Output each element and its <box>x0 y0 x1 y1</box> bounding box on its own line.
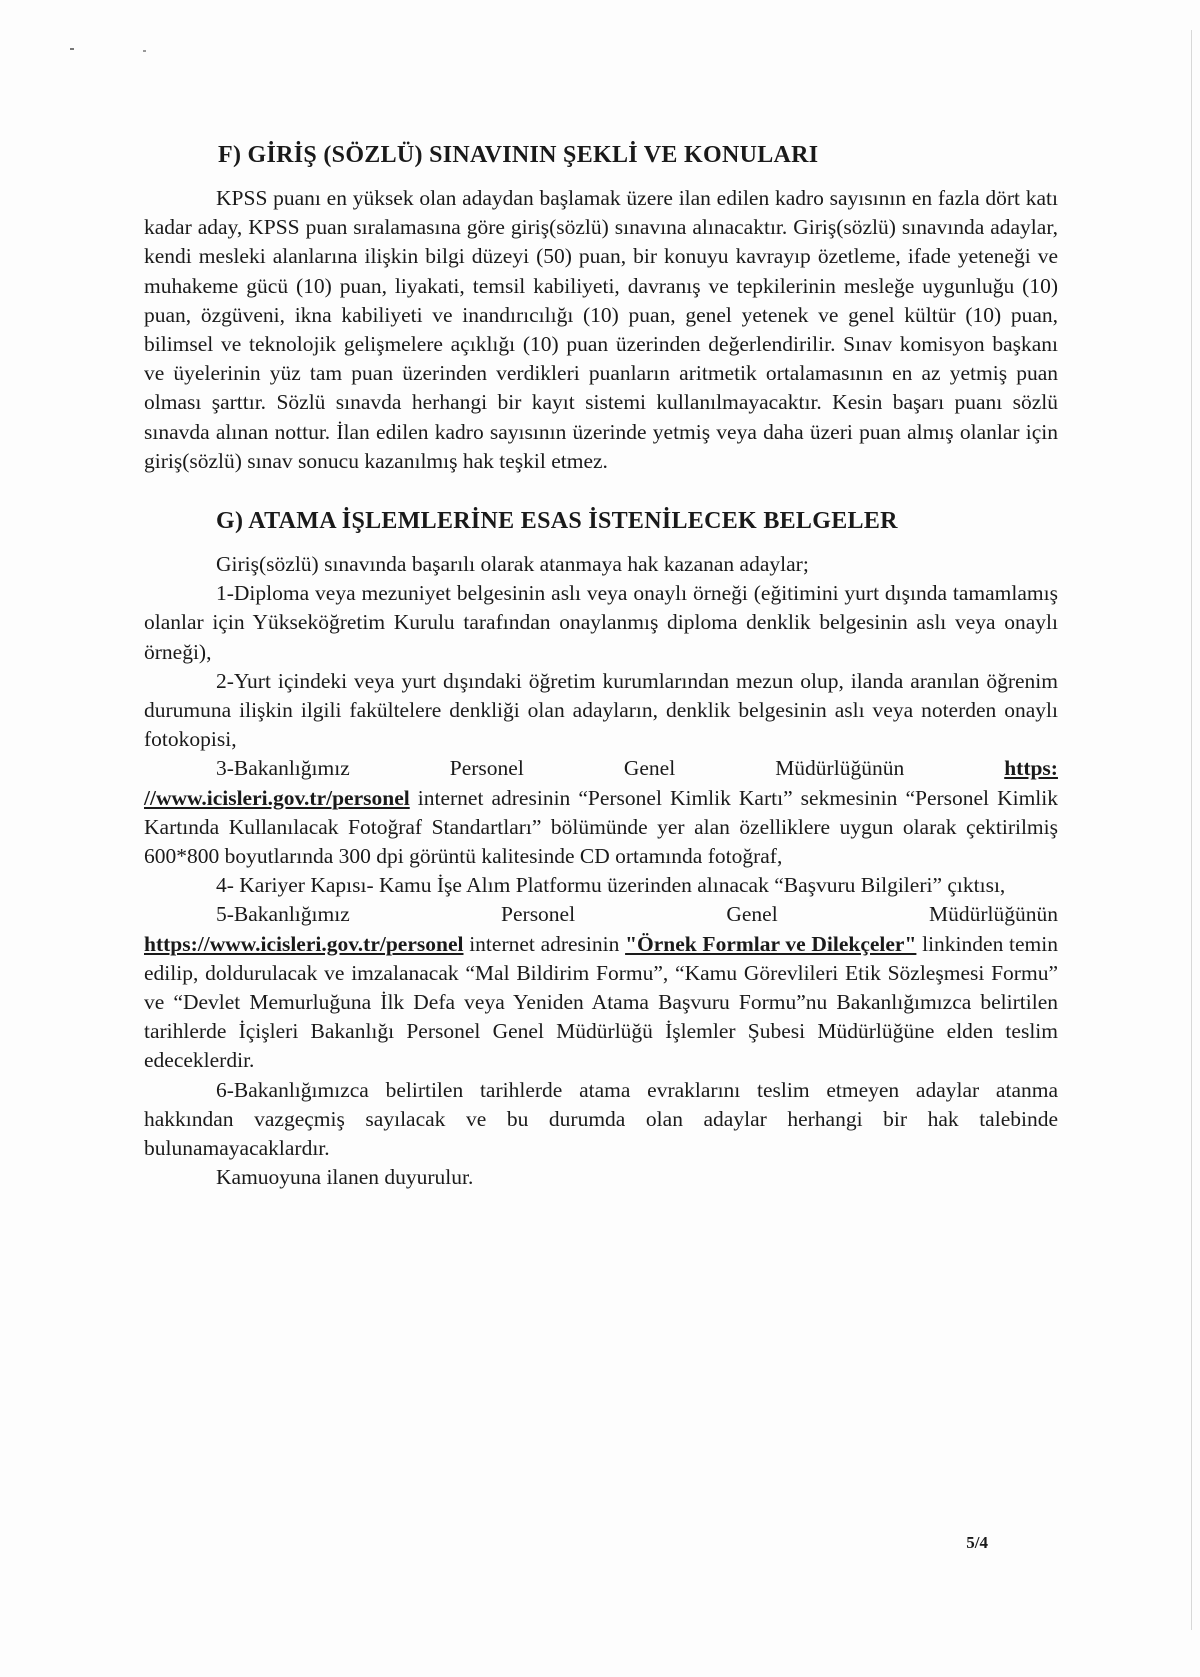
page-number: 5/4 <box>966 1533 988 1552</box>
document-item-1: 1-Diploma veya mezuniyet belgesinin aslı veya onaylı örneği (eğitimini yurt dışında tamamlamış olanlar için Yükseköğretim Kurulu tarafından onaylanmış diploma denklik belgesinin aslı veya onaylı örneği), <box>144 581 1058 664</box>
item-5-word: Müdürlüğünün <box>928 902 1058 927</box>
document-item-2: 2-Yurt içindeki veya yurt dışındaki öğretim kurumlarından mezun olup, ilanda aranılan öğrenim durumuna ilişkin ilgili fakültelere denkliği olan adayların, denklik belgesinin aslı veya noterden onaylı fotokopisi, <box>144 668 1058 752</box>
item-3-word: Müdürlüğünün <box>775 756 905 781</box>
item-3-word: Personel <box>449 756 524 781</box>
item-5-first-line <box>144 900 1058 929</box>
scan-speck <box>70 48 74 50</box>
item-5-mid-text: internet adresinin <box>463 931 626 956</box>
section-g-heading: G) ATAMA İŞLEMLERİNE ESAS İSTENİLECEK BELGELER <box>216 508 898 535</box>
item-3-text: internet adresinin “Personel Kimlik Kartı” sekmesinin “Personel Kimlik Kartında Kullanılacak Fotoğraf Standartları” bölümünde yer alan özelliklere uygun olarak çektirilmiş 600*800 boyutlarında 300 dpi görüntü kalitesinde CD ortamında fotoğraf, <box>144 785 1058 869</box>
item-5-word: Genel <box>726 902 778 927</box>
scan-speck <box>143 50 146 52</box>
closing-statement: Kamuoyuna ilanen duyurulur. <box>216 1165 474 1190</box>
section-g-intro: Giriş(sözlü) sınavında başarılı olarak atanmaya hak kazanan adaylar; <box>216 552 809 577</box>
item-5-text: linkinden temin edilip, doldurulacak ve imzalanacak “Mal Bildirim Formu”, “Kamu Görevlileri Etik Sözleşmesi Formu” ve “Devlet Memurluğuna İlk Defa veya Yeniden Atama Başvuru Formu”nu Bakanlığımızca belirtilen tarihlerde İçişleri Bakanlığı Personel Genel Müdürlüğü İşlemler Şubesi Müdürlüğüne elden teslim edeceklerdir. <box>144 931 1058 1073</box>
personnel-url-link-2[interactable]: https://www.icisleri.gov.tr/personel <box>144 931 464 956</box>
item-3-first-line <box>144 754 1058 783</box>
item-5-word: Personel <box>501 902 576 927</box>
document-item-5 <box>144 900 1058 1075</box>
section-f-heading: F) GİRİŞ (SÖZLÜ) SINAVININ ŞEKLİ VE KONULARI <box>218 142 819 168</box>
document-item-4: 4- Kariyer Kapısı- Kamu İşe Alım Platformu üzerinden alınacak “Başvuru Bilgileri” çıktısı, <box>216 873 1006 898</box>
item-3-word: 3-Bakanlığımız <box>216 756 350 781</box>
personnel-url-link-continued[interactable]: //www.icisleri.gov.tr/personel <box>144 785 410 810</box>
item-5-continuation <box>144 930 1058 1076</box>
document-body <box>144 140 1058 1193</box>
personnel-url-link[interactable]: https: <box>1004 756 1058 781</box>
scan-edge <box>1191 30 1192 1630</box>
document-item-6: 6-Bakanlığımızca belirtilen tarihlerde atama evraklarını teslim etmeyen adaylar atanma hakkından vazgeçmiş sayılacak ve bu durumda olan adaylar herhangi bir hak talebinde bulunamayacaklardır. <box>144 1077 1058 1161</box>
item-3-continuation <box>144 784 1058 872</box>
item-3-word: Genel <box>623 756 676 781</box>
item-5-word: 5-Bakanlığımız <box>216 902 350 927</box>
document-item-3 <box>144 754 1058 871</box>
sample-forms-link[interactable]: "Örnek Formlar ve Dilekçeler" <box>625 931 917 956</box>
section-f-paragraph: KPSS puanı en yüksek olan adaydan başlamak üzere ilan edilen kadro sayısının en fazla dört katı kadar aday, KPSS puan sıralamasına göre giriş(sözlü) sınavına alınacaktır. Giriş(sözlü) sınavında adaylar, kendi mesleki alanlarına ilişkin bilgi düzeyi (50) puan, bir konuyu kavrayıp özetleme, ifade yeteneği ve muhakeme gücü (10) puan, liyakati, temsil kabiliyeti, davranış ve tepkilerinin mesleğe uygunluğu (10) puan, özgüveni, ikna kabiliyeti ve inandırıcılığı (10) puan, genel yetenek ve genel kültür (10) puan, bilimsel ve teknolojik gelişmelere açıklığı (10) puan üzerinden değerlendirilir. Sınav komisyon başkanı ve üyelerinin yüz tam puan üzerinden verdikleri puanların aritmetik ortalamasının en az yetmiş puan olması şarttır. Sözlü sınavda herhangi bir kayıt sistemi kullanılmayacaktır. Kesin başarı puanı sözlü sınavda alınan nottur. İlan edilen kadro sayısının üzerinde yetmiş veya daha üzeri puan almış olanlar için giriş(sözlü) sınav sonucu kazanılmış hak teşkil etmez. <box>144 186 1058 473</box>
